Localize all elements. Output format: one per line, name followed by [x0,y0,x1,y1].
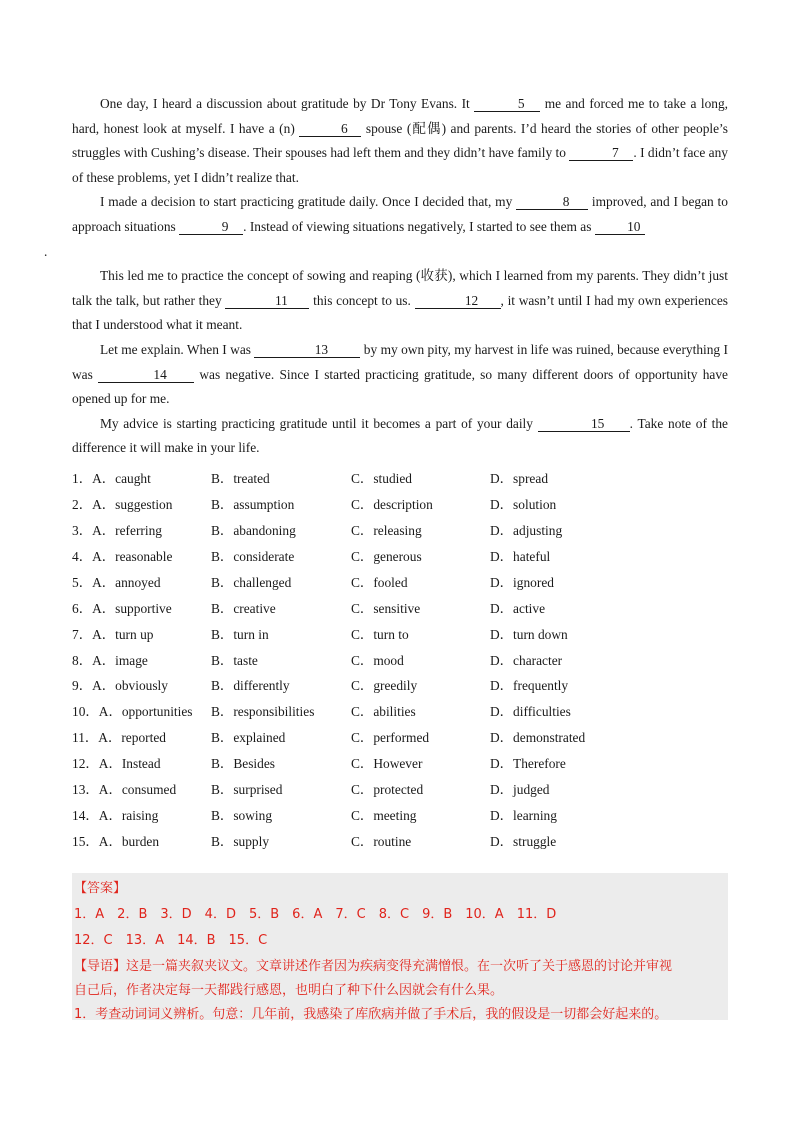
option-c: C．greedily [351,678,418,694]
option-c: C．studied [351,471,413,487]
option-c: C．generous [351,549,422,565]
option-d: D．turn down [490,626,568,642]
option-a: 9．A．obviously [72,678,168,694]
answer-item: 12．C [74,933,113,948]
answer-item: 3．D [160,907,192,922]
option-b: B．turn in [211,626,269,642]
option-row [72,543,728,569]
option-row [72,517,728,543]
option-d: D．character [490,652,563,668]
blank-9: 9 [179,219,243,235]
guide-label: 【导语】 [74,959,127,974]
blank-10: 10 [595,219,645,235]
answer-item: 8．C [378,907,410,922]
option-row [72,776,728,802]
option-row [72,465,728,491]
option-b: B．taste [211,652,258,668]
answer-item: 11．D [516,907,557,922]
paragraph-5: My advice is starting practicing gratitude until it becomes a part of your daily 15 . Take note of the difference it will make in your life. [72,415,728,456]
option-d: D．Therefore [490,756,566,772]
option-c: C．However [351,756,423,772]
blank-6: 6 [299,121,361,137]
option-b: B．assumption [211,497,295,513]
answer-section [72,873,728,1020]
blank-11: 11 [225,293,309,309]
answer-item: 7．C [335,907,366,922]
answer-row-2 [74,929,280,948]
options-list [72,465,728,853]
option-b: B．treated [211,471,270,487]
option-a: 15．A．burden [72,833,160,849]
option-c: C．routine [351,833,412,849]
guide-line-1 [74,955,672,974]
answer-row-1 [74,903,569,922]
option-d: D．ignored [490,574,554,590]
answer-item: 15．C [228,933,268,948]
option-b: B．differently [211,678,290,694]
blank-15: 15 [538,416,630,432]
option-row [72,724,728,750]
paragraph-3: This led me to practice the concept of sowing and reaping (收获), which I learned from my parents. They didn’t just talk the talk, but rather they 11 this concept to us. 12 , it wasn’t until I had my own experiences that I understood what it meant. [72,268,728,333]
option-a: 6．A．supportive [72,600,172,616]
option-d: D．learning [490,807,557,823]
option-a: 2．A．suggestion [72,497,173,513]
paragraph-1: One day, I heard a discussion about gratitude by Dr Tony Evans. It 5 me and forced me to take a long, hard, honest look at myself. I have a (n) 6 spouse (配偶) and parents. I’d heard the stories of other people’s struggles with Cushing’s disease. Their spouses had left them and they didn’t have family to 7 . I didn’t face any of these problems, yet I didn’t realize that. [72,96,728,185]
option-c: C．abilities [351,704,416,720]
option-b: B．considerate [211,549,295,565]
option-d: D．demonstrated [490,730,586,746]
blank-5: 5 [474,96,540,112]
option-c: C．turn to [351,626,409,642]
option-c: C．mood [351,652,404,668]
answer-item: 9．B [422,907,453,922]
option-d: D．difficulties [490,704,571,720]
option-a: 3．A．referring [72,523,162,539]
option-a: 13．A．consumed [72,782,177,798]
option-d: D．active [490,600,546,616]
option-a: 12．A．Instead [72,756,161,772]
option-d: D．spread [490,471,549,487]
option-b: B．abandoning [211,523,296,539]
answer-heading: 【答案】 [74,881,127,896]
option-d: D．solution [490,497,557,513]
blank-13: 13 [254,342,360,358]
answer-item: 13．A [125,933,165,948]
option-c: C．protected [351,782,424,798]
option-a: 10．A．opportunities [72,704,193,720]
option-b: B．sowing [211,807,273,823]
explanation-note: 1．考查动词词义辨析。句意：几年前，我感染了库欣病并做了手术后，我的假设是一切都会好起来的。 [74,1007,668,1022]
option-row [72,672,728,698]
answer-item: 2．B [117,907,148,922]
option-row [72,594,728,620]
blank-7: 7 [569,145,633,161]
option-row [72,827,728,853]
option-a: 4．A．reasonable [72,549,173,565]
option-c: C．fooled [351,574,408,590]
option-c: C．releasing [351,523,422,539]
answer-item: 1．A [74,907,105,922]
answer-item: 5．B [248,907,280,922]
option-a: 1．A．caught [72,471,151,487]
option-d: D．hateful [490,549,551,565]
guide-text: 这是一篇夹叙夹议文。文章讲述作者因为疾病变得充满憎恨。在一次听了关于感恩的讨论并审视 [126,959,673,974]
answer-item: 10．A [465,907,504,922]
option-d: D．struggle [490,833,557,849]
option-a: 14．A．raising [72,807,159,823]
option-c: C．sensitive [351,600,421,616]
answer-item: 14．B [177,933,216,948]
option-a: 11．A．reported [72,730,166,746]
option-b: B．creative [211,600,276,616]
option-b: B．surprised [211,782,283,798]
answer-item: 6．A [292,907,323,922]
option-c: C．description [351,497,433,513]
blank-8: 8 [516,194,588,210]
option-d: D．adjusting [490,523,563,539]
option-row [72,801,728,827]
option-a: 7．A．turn up [72,626,154,642]
option-row [72,698,728,724]
option-b: B．explained [211,730,286,746]
paragraph-4: Let me explain. When I was 13 by my own pity, my harvest in life was ruined, because everything I was 14 was negative. Since I started practicing gratitude, so many different doors of opportunity have opened up for me. [72,341,728,407]
option-row [72,750,728,776]
option-a: 5．A．annoyed [72,574,161,590]
option-row [72,620,728,646]
option-row [72,491,728,517]
answer-item: 4．D [204,907,236,922]
option-c: C．meeting [351,807,417,823]
option-row [72,646,728,672]
option-a: 8．A．image [72,652,148,668]
option-row [72,568,728,594]
option-d: D．frequently [490,678,569,694]
option-b: B．supply [211,833,270,849]
passage [44,92,728,853]
blank-14: 14 [98,367,194,383]
paragraph-2: I made a decision to start practicing gratitude daily. Once I decided that, my 8 improved, and I began to approach situations 9 . Instead of viewing situations negatively, I started to see them as 10 . [44,194,728,259]
option-b: B．challenged [211,574,292,590]
option-c: C．performed [351,730,430,746]
option-b: B．responsibilities [211,704,315,720]
blank-12: 12 [415,293,501,309]
option-b: B．Besides [211,756,275,772]
guide-line-2: 自己后，作者决定每一天都践行感恩，也明白了种下什么因就会有什么果。 [74,983,504,998]
option-d: D．judged [490,782,550,798]
